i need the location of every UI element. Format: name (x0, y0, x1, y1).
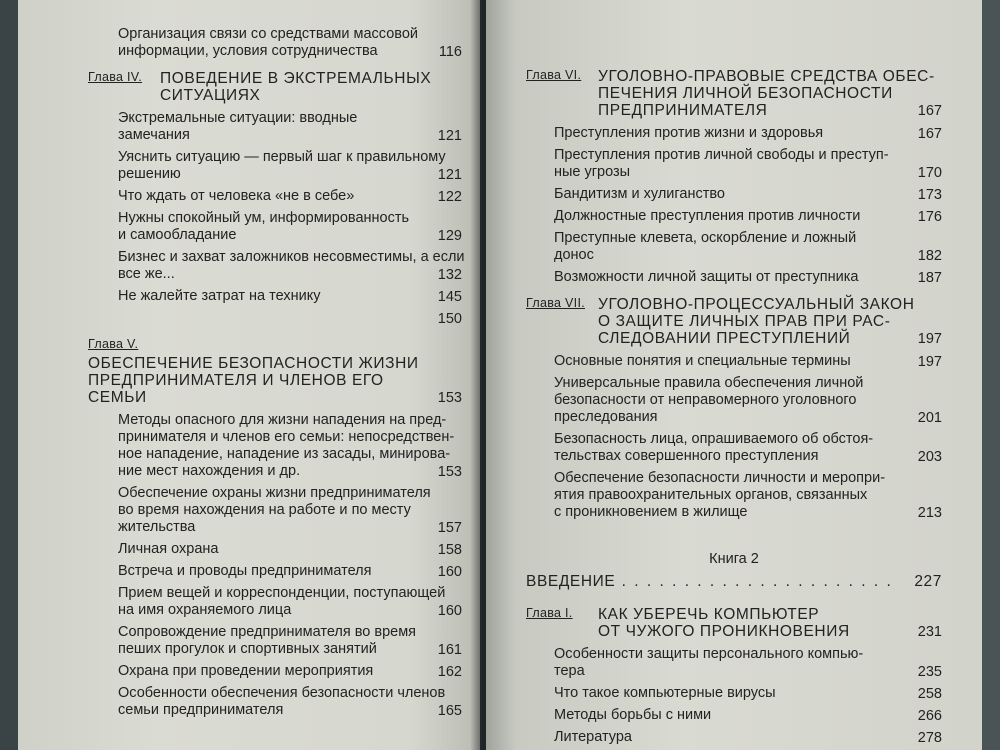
page-number: 121 (437, 167, 462, 183)
toc-entry-line: Особенности обеспечения безопасности членов (118, 685, 446, 701)
toc-entry-line: Должностные преступления против личности (554, 208, 861, 224)
chapter-label: Глава I. (526, 606, 573, 620)
toc-entry-line: Что такое компьютерные вирусы (554, 685, 776, 701)
page-number: 153 (437, 390, 462, 406)
toc-entry-line: Универсальные правила обеспечения личной (554, 375, 864, 391)
page-number: 158 (437, 542, 462, 558)
chapter-title (598, 68, 935, 119)
toc-entry (526, 186, 942, 203)
chapter-title-line: СИТУАЦИЯХ (160, 87, 261, 104)
toc-entry-line: Литература (554, 729, 632, 745)
toc-entry-line: ное нападение, нападение из засады, минирова- (118, 446, 451, 462)
page-number: 165 (437, 703, 462, 719)
toc-entry-line: тельствах совершенного преступления (554, 448, 819, 464)
toc-entry (88, 210, 462, 244)
toc-entry (526, 230, 942, 264)
toc-entry-line: Особенности защиты персонального компью- (554, 646, 864, 662)
book2-heading: Книга 2 (709, 551, 759, 567)
page-number: 157 (437, 520, 462, 536)
chapter-label: Глава IV. (88, 70, 143, 84)
chapter-label: Глава VII. (526, 296, 585, 310)
page-number: 203 (917, 449, 942, 465)
toc-entry-line: на имя охраняемого лица (118, 602, 292, 618)
chapter-heading (526, 68, 942, 119)
toc-entry-line: Что ждать от человека «не в себе» (118, 188, 355, 204)
background-edge (982, 0, 1000, 750)
page-number: 170 (917, 165, 942, 181)
chapter-label: Глава VI. (526, 68, 582, 82)
toc-entry (88, 310, 462, 327)
toc-entry-line: Безопасность лица, опрашиваемого об обстоя- (554, 431, 874, 447)
toc-entry-line: Не жалейте затрат на технику (118, 288, 321, 304)
intro-page-number: 227 (914, 573, 942, 590)
toc-entry (88, 624, 462, 658)
toc-entry-line: Охрана при проведении мероприятия (118, 663, 374, 679)
page-number: 145 (437, 289, 462, 305)
toc-entry-line: ятия правоохранительных органов, связанных (554, 487, 868, 503)
toc-entry (526, 147, 942, 181)
toc-entry (88, 541, 462, 558)
toc-entry-line: Обеспечение охраны жизни предпринимателя (118, 485, 431, 501)
page-number: 187 (917, 270, 942, 286)
chapter-label: Глава V. (88, 337, 139, 351)
toc-entry (526, 646, 942, 680)
chapter-title (598, 606, 850, 640)
toc-entry (526, 353, 942, 370)
chapter-title-line: КАК УБЕРЕЧЬ КОМПЬЮТЕР (598, 606, 820, 623)
toc-entry-line: семьи предпринимателя (118, 702, 284, 718)
right-toc-book2 (526, 606, 942, 746)
page-number: 231 (917, 624, 942, 640)
left-page (18, 0, 480, 750)
page-number: 167 (917, 103, 942, 119)
toc-entry-line: Основные понятия и специальные термины (554, 353, 851, 369)
page-number: 173 (917, 187, 942, 203)
toc-entry-line: принимателя и членов его семьи: непосредствен- (118, 429, 455, 445)
intro-entry (526, 573, 942, 590)
toc-entry-line: Методы борьбы с ними (554, 707, 712, 723)
toc-entry-line: донос (554, 247, 594, 263)
toc-entry (88, 249, 465, 283)
toc-entry (526, 269, 942, 286)
page-number: 162 (437, 664, 462, 680)
toc-entry-line: преследования (554, 409, 658, 425)
page-number: 153 (437, 464, 462, 480)
toc-entry-line: решению (118, 166, 181, 182)
page-number: 167 (917, 126, 942, 142)
page-number: 160 (437, 603, 462, 619)
toc-entry (88, 288, 462, 305)
right-toc (526, 68, 942, 521)
toc-entry (526, 470, 942, 521)
toc-entry (88, 188, 462, 205)
chapter-title-line: ПРЕДПРИНИМАТЕЛЯ (598, 102, 768, 119)
toc-entry-line: тера (554, 663, 585, 679)
page-number: 122 (437, 189, 462, 205)
toc-entry-line: Организация связи со средствами массовой (118, 26, 418, 42)
chapter-heading (88, 337, 462, 406)
toc-entry (526, 375, 942, 426)
toc-entry-line: Преступные клевета, оскорбление и ложный (554, 230, 857, 246)
right-page (486, 0, 982, 750)
toc-entry-line: Обеспечение безопасности личности и меропри- (554, 470, 886, 486)
toc-entry (526, 707, 942, 724)
toc-entry-line: Встреча и проводы предпринимателя (118, 563, 372, 579)
toc-entry-line: Личная охрана (118, 541, 219, 557)
page-number: 116 (438, 44, 462, 60)
toc-entry-line: пеших прогулок и спортивных занятий (118, 641, 377, 657)
toc-entry-line: Уяснить ситуацию — первый шаг к правильному (118, 149, 446, 165)
page-number: 150 (437, 311, 462, 327)
toc-entry-line: Методы опасного для жизни нападения на пред- (118, 412, 447, 428)
chapter-title (598, 296, 915, 347)
toc-entry (88, 563, 462, 580)
page-number: 278 (917, 730, 942, 746)
page-number: 161 (437, 642, 462, 658)
toc-entry (526, 729, 942, 746)
page-number: 258 (917, 686, 942, 702)
toc-entry (88, 26, 462, 60)
toc-entry-line: Экстремальные ситуации: вводные (118, 110, 358, 126)
toc-entry-line: Бизнес и захват заложников несовместимы, а если (118, 249, 465, 265)
toc-entry-line: информации, условия сотрудничества (118, 43, 378, 59)
toc-entry-line (118, 310, 462, 327)
toc-entry-line: все же... (118, 266, 175, 282)
toc-entry-line: Возможности личной защиты от преступника (554, 269, 859, 285)
toc-entry-line: ние мест нахождения и др. (118, 463, 301, 479)
toc-entry (526, 208, 942, 225)
chapter-heading (526, 296, 942, 347)
toc-entry-line: с проникновением в жилище (554, 504, 748, 520)
page-number: 266 (917, 708, 942, 724)
toc-entry (88, 685, 462, 719)
toc-entry-line: Нужны спокойный ум, информированность (118, 210, 410, 226)
toc-entry-line: Прием вещей и корреспонденции, поступающей (118, 585, 446, 601)
toc-entry (88, 110, 462, 144)
toc-entry (88, 663, 462, 680)
chapter-title-line: О ЗАЩИТЕ ЛИЧНЫХ ПРАВ ПРИ РАС- (598, 313, 891, 330)
toc-entry (526, 431, 942, 465)
toc-entry-line: Сопровождение предпринимателя во время (118, 624, 417, 640)
toc-entry-line: и самообладание (118, 227, 237, 243)
left-toc (88, 26, 465, 719)
page-number: 235 (917, 664, 942, 680)
intro-title: ВВЕДЕНИЕ (526, 573, 616, 590)
page-number: 176 (917, 209, 942, 225)
toc-entry (88, 149, 462, 183)
toc-entry-line: ные угрозы (554, 164, 631, 180)
toc-entry-line: Бандитизм и хулиганство (554, 186, 725, 202)
toc-entry-line: безопасности от неправомерного уголовного (554, 392, 857, 408)
leader-dots: . . . . . . . . . . . . . . . . . . . . . . (615, 573, 893, 590)
toc-entry (88, 585, 462, 619)
page-number: 132 (437, 267, 462, 283)
chapter-title-line: ОБЕСПЕЧЕНИЕ БЕЗОПАСНОСТИ ЖИЗНИ (88, 355, 419, 372)
page-number: 201 (917, 410, 942, 426)
page-number: 197 (917, 354, 942, 370)
toc-entry (526, 125, 942, 142)
chapter-title (88, 355, 419, 406)
chapter-title (160, 70, 431, 104)
chapter-title-line: ОТ ЧУЖОГО ПРОНИКНОВЕНИЯ (598, 623, 850, 640)
chapter-title-line: СЕМЬИ (88, 389, 147, 406)
toc-entry-line: Преступления против жизни и здоровья (554, 125, 824, 141)
toc-entry-line: жительства (118, 519, 196, 535)
chapter-title-line: ПОВЕДЕНИЕ В ЭКСТРЕМАЛЬНЫХ (160, 70, 432, 87)
chapter-title-line: УГОЛОВНО-ПРАВОВЫЕ СРЕДСТВА ОБЕС- (598, 68, 935, 85)
chapter-title-line: УГОЛОВНО-ПРОЦЕССУАЛЬНЫЙ ЗАКОН (598, 296, 915, 313)
toc-entry-line: Преступления против личной свободы и преступ- (554, 147, 889, 163)
chapter-title-line: ПРЕДПРИНИМАТЕЛЯ И ЧЛЕНОВ ЕГО (88, 372, 384, 389)
chapter-heading (526, 606, 942, 640)
page-number: 160 (437, 564, 462, 580)
toc-entry (88, 412, 462, 480)
toc-entry (526, 685, 942, 702)
page-number: 197 (917, 331, 942, 347)
toc-entry-line: во время нахождения на работе и по месту (118, 502, 411, 518)
chapter-title-line: СЛЕДОВАНИИ ПРЕСТУПЛЕНИЙ (598, 330, 851, 347)
toc-entry-line: замечания (118, 127, 190, 143)
page-number: 182 (917, 248, 942, 264)
toc-entry (88, 485, 462, 536)
chapter-title-line: ПЕЧЕНИЯ ЛИЧНОЙ БЕЗОПАСНОСТИ (598, 85, 893, 102)
page-number: 213 (917, 505, 942, 521)
page-number: 129 (437, 228, 462, 244)
page-number: 121 (437, 128, 462, 144)
chapter-heading (88, 70, 462, 104)
